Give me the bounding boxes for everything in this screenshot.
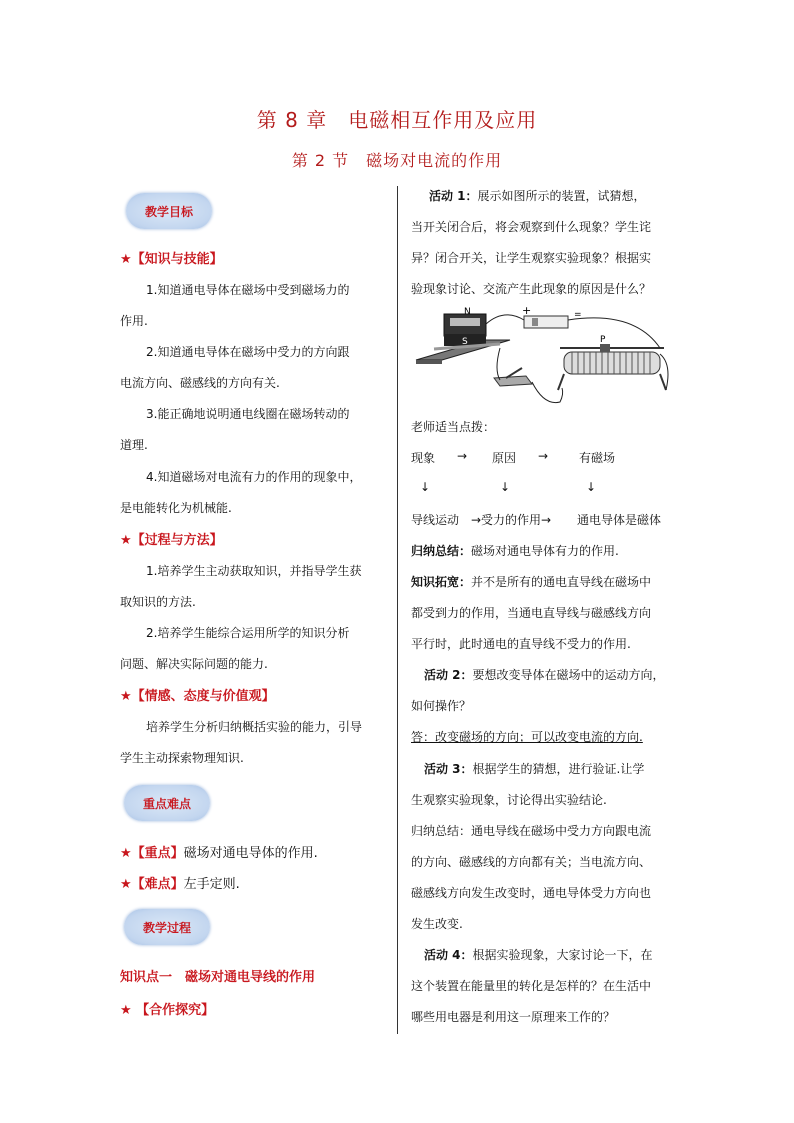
activity-3-line-6: 发生改变.: [411, 917, 463, 931]
badge-key-difficult: 重点难点: [124, 785, 210, 821]
flow-force: →受力的作用→: [471, 513, 552, 527]
extension-line-2: 都受到力的作用，当通电直导线与磁感线方向: [411, 606, 652, 620]
activity-1-label: 活动 1：: [429, 189, 478, 203]
activity-2-text: 要想改变导体在磁场中的运动方向，: [472, 668, 665, 682]
flow-phenomenon: 现象: [411, 451, 436, 465]
activity-3-label: 活动 3：: [424, 762, 473, 776]
activity-1-line-3: 异？闭合开关，让学生观察实验现象？根据实: [411, 251, 652, 265]
badge-teaching-process: 教学过程: [124, 909, 210, 945]
extension-line-1: [411, 573, 651, 590]
heading-knowledge-skills: ★【知识与技能】: [120, 252, 223, 267]
difficult-point-text: 左手定则.: [183, 877, 240, 892]
extension-line-3: 平行时，此时通电的直导线不受力的作用.: [411, 637, 631, 651]
activity-3-line-5: 磁感线方向发生改变时，通电导体受力方向也: [411, 886, 652, 900]
process-item-1a: 1.培养学生主动获取知识，并指导学生获: [146, 564, 362, 578]
activity-3-text: 根据学生的猜想，进行验证.让学: [472, 762, 645, 776]
activity-3-line-4: 的方向、磁感线的方向都有关；当电流方向、: [411, 855, 652, 869]
flow-conductor-magnet: 通电导体是磁体: [577, 513, 662, 527]
teacher-hint: 老师适当点拨：: [411, 420, 496, 434]
process-item-2a: 2.培养学生能综合运用所学的知识分析: [146, 626, 350, 640]
battery-minus-label: =: [574, 310, 582, 320]
activity-3-line-2: 生观察实验现象，讨论得出实验结论.: [411, 793, 607, 807]
activity-1-line-1: [429, 187, 646, 204]
activity-2-answer: 答：改变磁场的方向；可以改变电流的方向.: [411, 730, 643, 744]
summary-1-line: [411, 542, 619, 559]
knowledge-item-3b: 道理.: [120, 438, 148, 452]
activity-4-label: 活动 4：: [424, 948, 473, 962]
flow-cause: 原因: [492, 451, 517, 465]
chapter-title: 第 8 章 电磁相互作用及应用: [256, 108, 538, 132]
flow-down-arrow-2: ↓: [500, 480, 511, 494]
flow-wire-moves: 导线运动: [411, 513, 460, 527]
flow-down-arrow-1: ↓: [420, 480, 431, 494]
activity-2-line-1: [424, 666, 665, 683]
magnet-n-label: N: [464, 307, 471, 317]
flow-down-arrow-3: ↓: [586, 480, 597, 494]
difficult-point-label: ★【难点】: [120, 877, 184, 892]
experiment-apparatus-figure: [414, 304, 674, 414]
activity-1-text: 展示如图所示的装置，试猜想，: [477, 189, 646, 203]
knowledge-item-4b: 是电能转化为机械能.: [120, 501, 232, 515]
heading-emotion-values: ★【情感、态度与价值观】: [120, 689, 275, 704]
flow-arrow-1: →: [457, 449, 468, 463]
heading-process-method: ★【过程与方法】: [120, 533, 223, 548]
magnet-s-label: S: [462, 337, 468, 347]
column-divider: [397, 186, 398, 1034]
knowledge-item-4a: 4.知道磁场对电流有力的作用的现象中，: [146, 470, 362, 484]
activity-4-line-2: 这个装置在能量里的转化是怎样的？在生活中: [411, 979, 652, 993]
process-item-1b: 取知识的方法.: [120, 595, 196, 609]
activity-4-text: 根据实验现象，大家讨论一下，在: [472, 948, 653, 962]
knowledge-point-1: 知识点一 磁场对通电导线的作用: [120, 970, 316, 985]
battery-plus-label: +: [522, 304, 532, 317]
summary-1-label: 归纳总结：: [411, 544, 472, 558]
activity-2-line-2: 如何操作？: [411, 699, 472, 713]
activity-4-line-3: 哪些用电器是利用这一原理来工作的？: [411, 1010, 616, 1024]
key-point-line: [120, 842, 318, 861]
knowledge-item-1b: 作用.: [120, 314, 148, 328]
difficult-point-line: [120, 873, 240, 892]
activity-3-line-1: [424, 760, 644, 777]
activity-1-line-2: 当开关闭合后，将会观察到什么现象？学生诧: [411, 220, 652, 234]
extension-text-1: 并不是所有的通电直导线在磁场中: [471, 575, 652, 589]
activity-1-line-4: 验现象讨论、交流产生此现象的原因是什么？: [411, 282, 652, 296]
rheostat-p-label: P: [600, 335, 606, 345]
knowledge-item-1a: 1.知道通电导体在磁场中受到磁场力的: [146, 283, 350, 297]
badge-teaching-goals: 教学目标: [126, 193, 212, 229]
knowledge-item-3a: 3.能正确地说明通电线圈在磁场转动的: [146, 407, 350, 421]
extension-label: 知识拓宽：: [411, 575, 472, 589]
activity-4-line-1: [424, 946, 653, 963]
flow-arrow-2: →: [538, 449, 549, 463]
process-item-2b: 问题、解决实际问题的能力.: [120, 657, 268, 671]
activity-3-line-3: 归纳总结：通电导线在磁场中受力方向跟电流: [411, 824, 652, 838]
activity-2-label: 活动 2：: [424, 668, 473, 682]
summary-1-text: 磁场对通电导体有力的作用.: [471, 544, 619, 558]
knowledge-item-2a: 2.知道通电导体在磁场中受力的方向跟: [146, 345, 350, 359]
knowledge-item-2b: 电流方向、磁感线的方向有关.: [120, 376, 280, 390]
key-point-text: 磁场对通电导体的作用.: [183, 846, 318, 861]
key-point-label: ★【重点】: [120, 846, 184, 861]
emotion-text-b: 学生主动探索物理知识.: [120, 751, 244, 765]
flow-magnetic-field: 有磁场: [579, 451, 616, 465]
cooperative-inquiry-heading: ★ 【合作探究】: [120, 1003, 215, 1018]
section-title: 第 2 节 磁场对电流的作用: [291, 151, 503, 170]
emotion-text-a: 培养学生分析归纳概括实验的能力，引导: [146, 720, 363, 734]
